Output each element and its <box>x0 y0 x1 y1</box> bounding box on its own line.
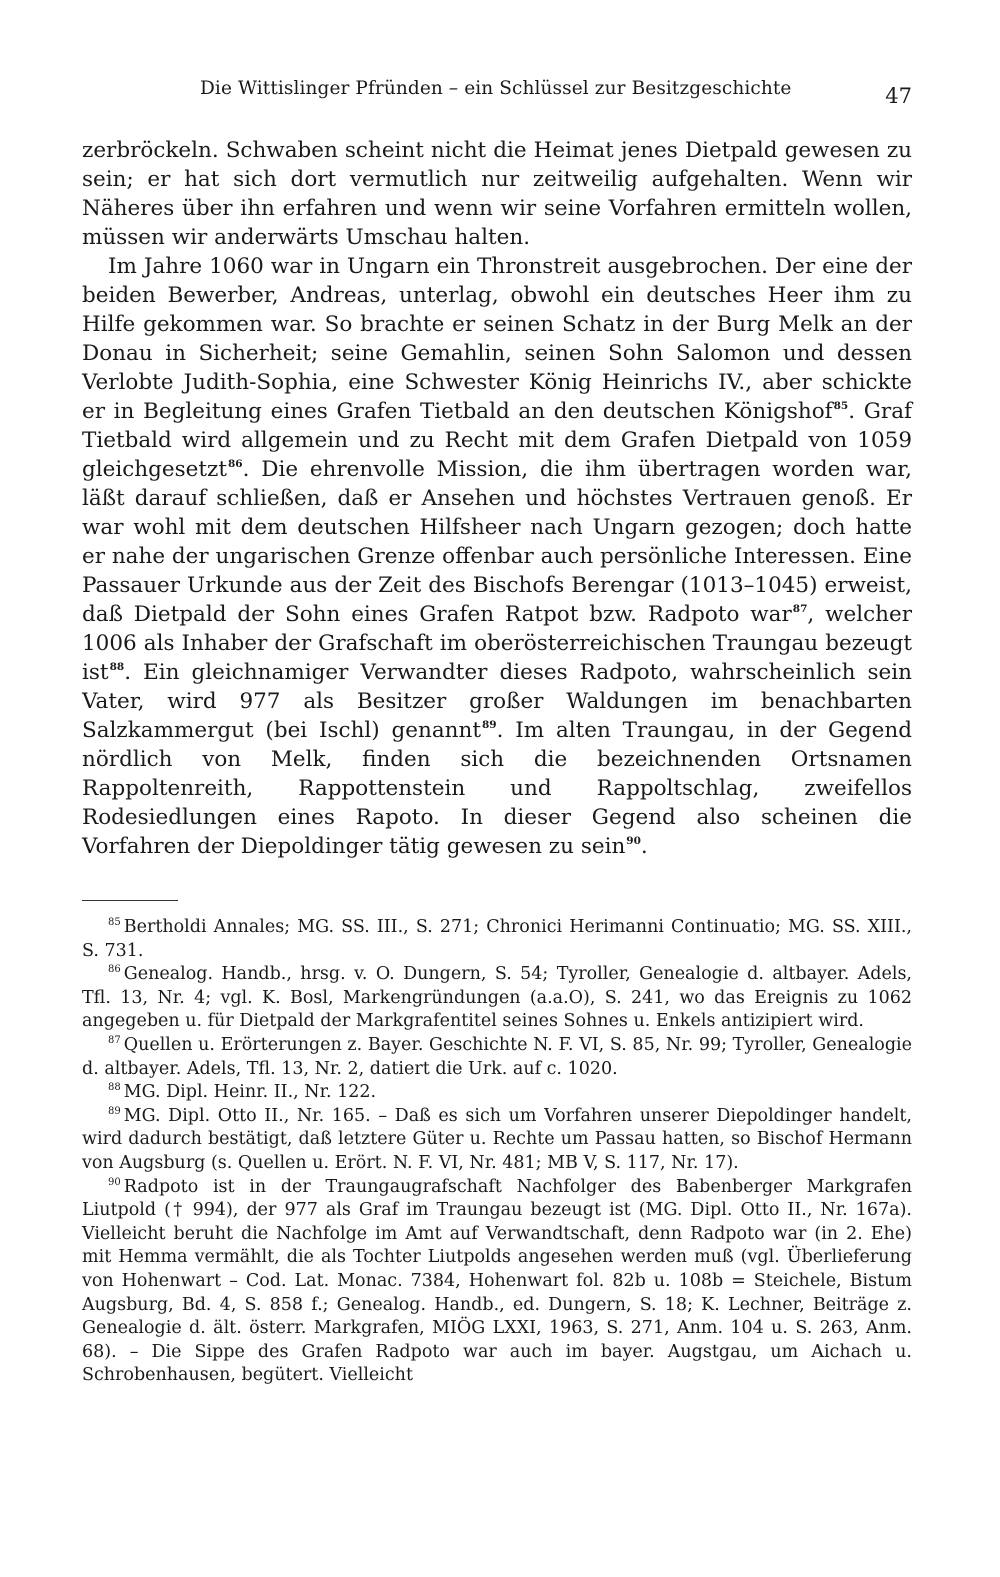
text-run: . Ein gleichnamiger Verwandter dieses Radpoto, wahrscheinlich sein Vater, wird 977 als Besitzer großer Waldungen im benachbarten Salzkammergut (bei Ischl) genannt <box>82 660 912 743</box>
footnote-number: 90 <box>108 1176 121 1188</box>
footnote-ref[interactable]: 85 <box>833 400 849 412</box>
footnote-number: 86 <box>108 964 121 976</box>
text-run: . <box>640 834 648 859</box>
text-run: . Im alten Traungau, in der Gegend nördlich von Melk, finden sich die bezeichnenden Ortsnamen Rappoltenreith, Rappottenstein und Rappoltschlag, zweifellos Rodesiedlungen eines Rapoto. In dieser Gegend also scheinen die Vorfahren der Diepoldinger tätig gewesen zu sein <box>82 718 912 859</box>
footnote <box>82 1081 912 1105</box>
footnote <box>82 1105 912 1176</box>
text-run: . Die ehrenvolle Mission, die ihm übertragen worden war, läßt darauf schließen, daß er Ansehen und höchstes Vertrauen genoß. Er war wohl mit dem deutschen Hilfsheer nach Ungarn gezogen; doch hatte er nahe der ungarischen Grenze offenbar auch persönliche Interessen. Eine Passauer Urkunde aus der Zeit des Bischofs Berengar (1013–1045) erweist, daß Dietpald der Sohn eines Grafen Ratpot bzw. Radpoto war <box>82 457 912 627</box>
footnote <box>82 1176 912 1388</box>
paragraph: zerbröckeln. Schwaben scheint nicht die Heimat jenes Dietpald gewesen zu sein; er hat sich dort vermutlich nur zeitweilig aufgehalten. Wenn wir Näheres über ihn erfahren und wenn wir seine Vorfahren ermitteln wollen, müssen wir anderwärts Umschau halten. <box>82 138 912 250</box>
text-run: , welcher 1006 als Inhaber der Grafschaft im oberösterreichischen Traungau bezeugt ist <box>82 602 912 685</box>
footnote-ref[interactable]: 86 <box>227 458 243 470</box>
paragraph <box>82 252 912 861</box>
footnotes <box>82 916 912 1388</box>
footnote-number: 85 <box>108 917 121 928</box>
footnote-number: 89 <box>108 1105 121 1117</box>
main-text <box>82 136 912 861</box>
footnote <box>82 1034 912 1081</box>
footnote-ref[interactable]: 87 <box>792 603 808 615</box>
footnote-text: MG. Dipl. Otto II., Nr. 165. – Daß es sich um Vorfahren unserer Diepoldinger handelt, wird dadurch bestätigt, daß letztere Güter u. Rechte um Passau hatten, so Bischof Hermann von Augsburg (s. Quellen u. Erört. N. F. VI, Nr. 481; MB V, S. 117, Nr. 17). <box>82 1105 912 1173</box>
footnote-ref[interactable]: 90 <box>626 835 641 847</box>
footnote-number: 87 <box>108 1034 121 1046</box>
text-run: . Graf Tietbald wird allgemein und zu Recht mit dem Grafen Dietpald von 1059 gleichgesetzt <box>82 399 912 482</box>
footnote-divider <box>82 900 178 901</box>
footnote-ref[interactable]: 89 <box>481 719 497 731</box>
footnote-text: Genealog. Handb., hrsg. v. O. Dungern, S. 54; Tyroller, Genealogie d. altbayer. Adels, Tfl. 13, Nr. 4; vgl. K. Bosl, Markengründungen (a.a.O), S. 241, wo das Ereignis zu 1062 angegeben u. für Dietpald der Markgrafentitel seines Sohnes u. Enkels antizipiert wird. <box>82 964 912 1032</box>
page-header <box>82 78 912 112</box>
footnote-ref[interactable]: 88 <box>109 661 125 673</box>
text-run: Im Jahre 1060 war in Ungarn ein Thronstreit ausgebrochen. Der eine der beiden Bewerber, Andreas, unterlag, obwohl ein deutsches Heer ihm zu Hilfe gekommen war. So brachte er seinen Schatz in der Burg Melk an der Donau in Sicherheit; seine Gemahlin, seinen Sohn Salomon und dessen Verlobte Judith-Sophia, eine Schwester König Heinrichs IV., aber schickte er in Begleitung eines Grafen Tietbald an den deutschen Königshof <box>82 254 912 424</box>
footnote <box>82 963 912 1034</box>
footnote-text: Bertholdi Annales; MG. SS. III., S. 271; Chronici Herimanni Continuatio; MG. SS. XIII., S. 731. <box>82 917 912 961</box>
footnote-text: Radpoto ist in der Traungaugrafschaft Nachfolger des Babenberger Markgrafen Liutpold († 994), der 977 als Graf im Traungau bezeugt ist (MG. Dipl. Otto II., Nr. 167a). Vielleicht beruht die Nachfolge im Amt auf Verwandtschaft, denn Radpoto war (in 2. Ehe) mit Hemma vermählt, die als Tochter Liutpolds angesehen werden muß (vgl. Überlieferung von Hohenwart – Cod. Lat. Monac. 7384, Hohenwart fol. 82b u. 108b = Steichele, Bistum Augsburg, Bd. 4, S. 858 f.; Genealog. Handb., ed. Dungern, S. 18; K. Lechner, Beiträge z. Genealogie d. ält. österr. Markgrafen, MIÖG LXXI, 1963, S. 271, Anm. 104 u. S. 263, Anm. 68). – Die Sippe des Grafen Radpoto war auch im bayer. Augstgau, um Aichach u. Schrobenhausen, begütert. Vielleicht <box>82 1176 912 1386</box>
running-title: Die Wittislinger Pfründen – ein Schlüssel zur Besitzgeschichte <box>200 78 792 99</box>
footnote <box>82 916 912 963</box>
footnote-number: 88 <box>108 1082 121 1094</box>
page-number: 47 <box>885 84 912 108</box>
footnote-text: MG. Dipl. Heinr. II., Nr. 122. <box>123 1082 377 1103</box>
footnote-text: Quellen u. Erörterungen z. Bayer. Geschichte N. F. VI, S. 85, Nr. 99; Tyroller, Genealogie d. altbayer. Adels, Tfl. 13, Nr. 2, datiert die Urk. auf c. 1020. <box>82 1034 912 1079</box>
